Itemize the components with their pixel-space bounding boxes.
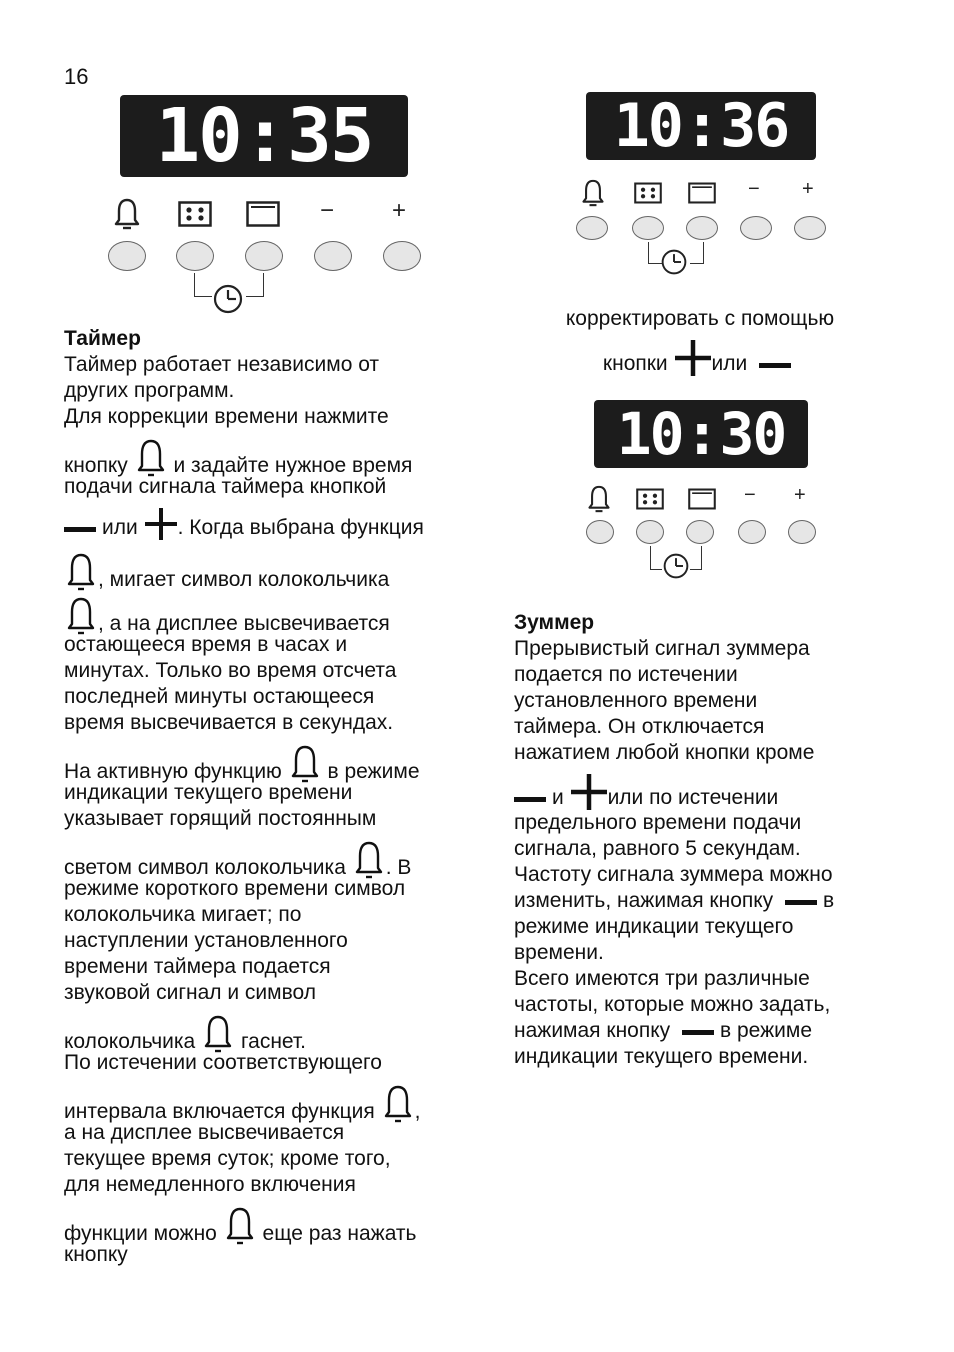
text-line: сигнала, равного 5 секундам. xyxy=(514,837,801,860)
hob-button[interactable] xyxy=(632,216,664,240)
minus-symbol: − xyxy=(748,178,760,200)
text-line: частоты, которые можно задать, xyxy=(514,993,831,1016)
text-line: предельного времени подачи xyxy=(514,811,802,834)
text-line: колокольчика мигает; по xyxy=(64,903,302,926)
text-line: минутах. Только во время отсчета xyxy=(64,659,397,682)
text-line: , а на дисплее высвечивается xyxy=(64,588,484,632)
text-line: нажимая кнопку в режиме xyxy=(514,1019,812,1042)
oven-icon xyxy=(688,488,716,510)
text-line: колокольчика гаснет. xyxy=(64,1006,484,1050)
minus-icon xyxy=(64,527,96,533)
page-number: 16 xyxy=(64,64,89,89)
text-line: Прерывистый сигнал зуммера xyxy=(514,637,810,660)
plus-button[interactable] xyxy=(788,520,816,544)
bell-button[interactable] xyxy=(108,241,146,271)
bell-button[interactable] xyxy=(576,216,608,240)
text-line: кнопку xyxy=(64,1243,128,1266)
control-panel-2 xyxy=(572,92,832,272)
bell-icon xyxy=(586,484,612,514)
clock-display xyxy=(586,92,816,160)
minus-button[interactable] xyxy=(740,216,772,240)
text-line: времени. xyxy=(514,941,604,964)
text-line: кнопки или xyxy=(540,332,860,376)
minus-button[interactable] xyxy=(738,520,766,544)
plus-symbol: + xyxy=(794,484,806,506)
minus-icon xyxy=(785,900,817,906)
text-line: На активную функцию в режиме xyxy=(64,736,484,780)
display-minutes: 35 xyxy=(287,93,373,179)
control-panel-1 xyxy=(100,95,420,315)
text-line: По истечении соответствующего xyxy=(64,1051,382,1074)
text-line: указывает горящий постоянным xyxy=(64,807,377,830)
text-line: Таймер работает независимо от xyxy=(64,353,380,376)
text-line: режиме индикации текущего xyxy=(514,915,794,938)
oven-button[interactable] xyxy=(245,241,283,271)
display-colon: : xyxy=(683,91,719,161)
control-panel-3 xyxy=(582,400,832,580)
section-heading: Таймер xyxy=(64,327,141,350)
bell-icon xyxy=(66,596,96,636)
clock-icon xyxy=(662,552,690,580)
oven-button[interactable] xyxy=(686,216,718,240)
text-line: установленного времени xyxy=(514,689,758,712)
text-line: наступлении установленного xyxy=(64,929,348,952)
clock-display xyxy=(120,95,408,177)
text-line: кнопку и задайте нужное время xyxy=(64,430,484,474)
text-line: светом символ колокольчика . В xyxy=(64,832,484,876)
text-line: для немедленного включения xyxy=(64,1173,356,1196)
bell-icon xyxy=(290,744,320,784)
hob-button[interactable] xyxy=(176,241,214,271)
clock-icon xyxy=(212,283,244,315)
text-line: индикации текущего времени xyxy=(64,781,353,804)
display-colon: : xyxy=(684,400,718,468)
text-line: режиме короткого времени символ xyxy=(64,877,406,900)
text-line: индикации текущего времени. xyxy=(514,1045,809,1068)
text-line: Всего имеются три различные xyxy=(514,967,810,990)
display-minutes: 30 xyxy=(719,400,786,468)
minus-button[interactable] xyxy=(314,241,352,271)
text-line: подается по истечении xyxy=(514,663,738,686)
plus-icon xyxy=(675,340,711,376)
text-line: изменить, нажимая кнопку в xyxy=(514,889,835,912)
text-line: а на дисплее высвечивается xyxy=(64,1121,345,1144)
oven-icon xyxy=(246,201,280,227)
minus-symbol: − xyxy=(320,197,335,224)
text-line: текущее время суток; кроме того, xyxy=(64,1147,391,1170)
hob-icon xyxy=(178,201,212,227)
clock-icon xyxy=(660,248,688,276)
bell-button[interactable] xyxy=(586,520,614,544)
text-line: интервала включается функция , xyxy=(64,1076,484,1120)
text-line: других программ. xyxy=(64,379,235,402)
hob-icon xyxy=(634,182,662,204)
section-heading: Зуммер xyxy=(514,611,595,634)
text-line: остающееся время в часах и xyxy=(64,633,348,656)
bell-icon xyxy=(225,1206,255,1246)
clock-display xyxy=(594,400,808,468)
text-line: или . Когда выбрана функция xyxy=(64,500,484,544)
hob-icon xyxy=(636,488,664,510)
text-line: звуковой сигнал и символ xyxy=(64,981,316,1004)
bell-icon xyxy=(354,840,384,880)
oven-button[interactable] xyxy=(686,520,714,544)
text-line: функции можно еще раз нажать xyxy=(64,1198,484,1242)
text-line: последней минуты остающееся xyxy=(64,685,375,708)
correction-text xyxy=(540,306,860,376)
plus-button[interactable] xyxy=(794,216,826,240)
hob-button[interactable] xyxy=(636,520,664,544)
oven-icon xyxy=(688,182,716,204)
bell-icon xyxy=(203,1014,233,1054)
bell-icon xyxy=(66,552,96,592)
text-line: Частоту сигнала зуммера можно xyxy=(514,863,833,886)
bell-icon xyxy=(136,438,166,478)
minus-symbol: − xyxy=(744,484,756,506)
text-line: , мигает символ колокольчика xyxy=(64,544,484,588)
text-line: времени таймера подается xyxy=(64,955,331,978)
display-hours: 10 xyxy=(616,400,683,468)
plus-button[interactable] xyxy=(383,241,421,271)
timer-section xyxy=(64,326,484,1268)
text-line: Для коррекции времени нажмите xyxy=(64,405,389,428)
display-minutes: 36 xyxy=(720,91,789,161)
plus-icon xyxy=(145,508,177,540)
text-line: корректировать с помощью xyxy=(565,307,835,330)
bell-icon xyxy=(580,178,606,208)
display-colon: : xyxy=(242,93,286,179)
text-line: время высвечивается в секундах. xyxy=(64,711,394,734)
minus-icon xyxy=(682,1030,714,1036)
text-line: и или по истечении xyxy=(514,766,914,810)
plus-symbol: + xyxy=(392,197,407,224)
bell-icon xyxy=(383,1084,413,1124)
plus-symbol: + xyxy=(802,178,814,200)
minus-icon xyxy=(759,363,791,369)
minus-icon xyxy=(514,797,546,803)
display-hours: 10 xyxy=(613,91,682,161)
text-line: нажатием любой кнопки кроме xyxy=(514,741,815,764)
plus-icon xyxy=(571,774,607,810)
bell-icon xyxy=(112,197,142,231)
text-line: подачи сигнала таймера кнопкой xyxy=(64,475,387,498)
buzzer-section xyxy=(514,610,914,1070)
display-hours: 10 xyxy=(155,93,241,179)
text-line: таймера. Он отключается xyxy=(514,715,765,738)
